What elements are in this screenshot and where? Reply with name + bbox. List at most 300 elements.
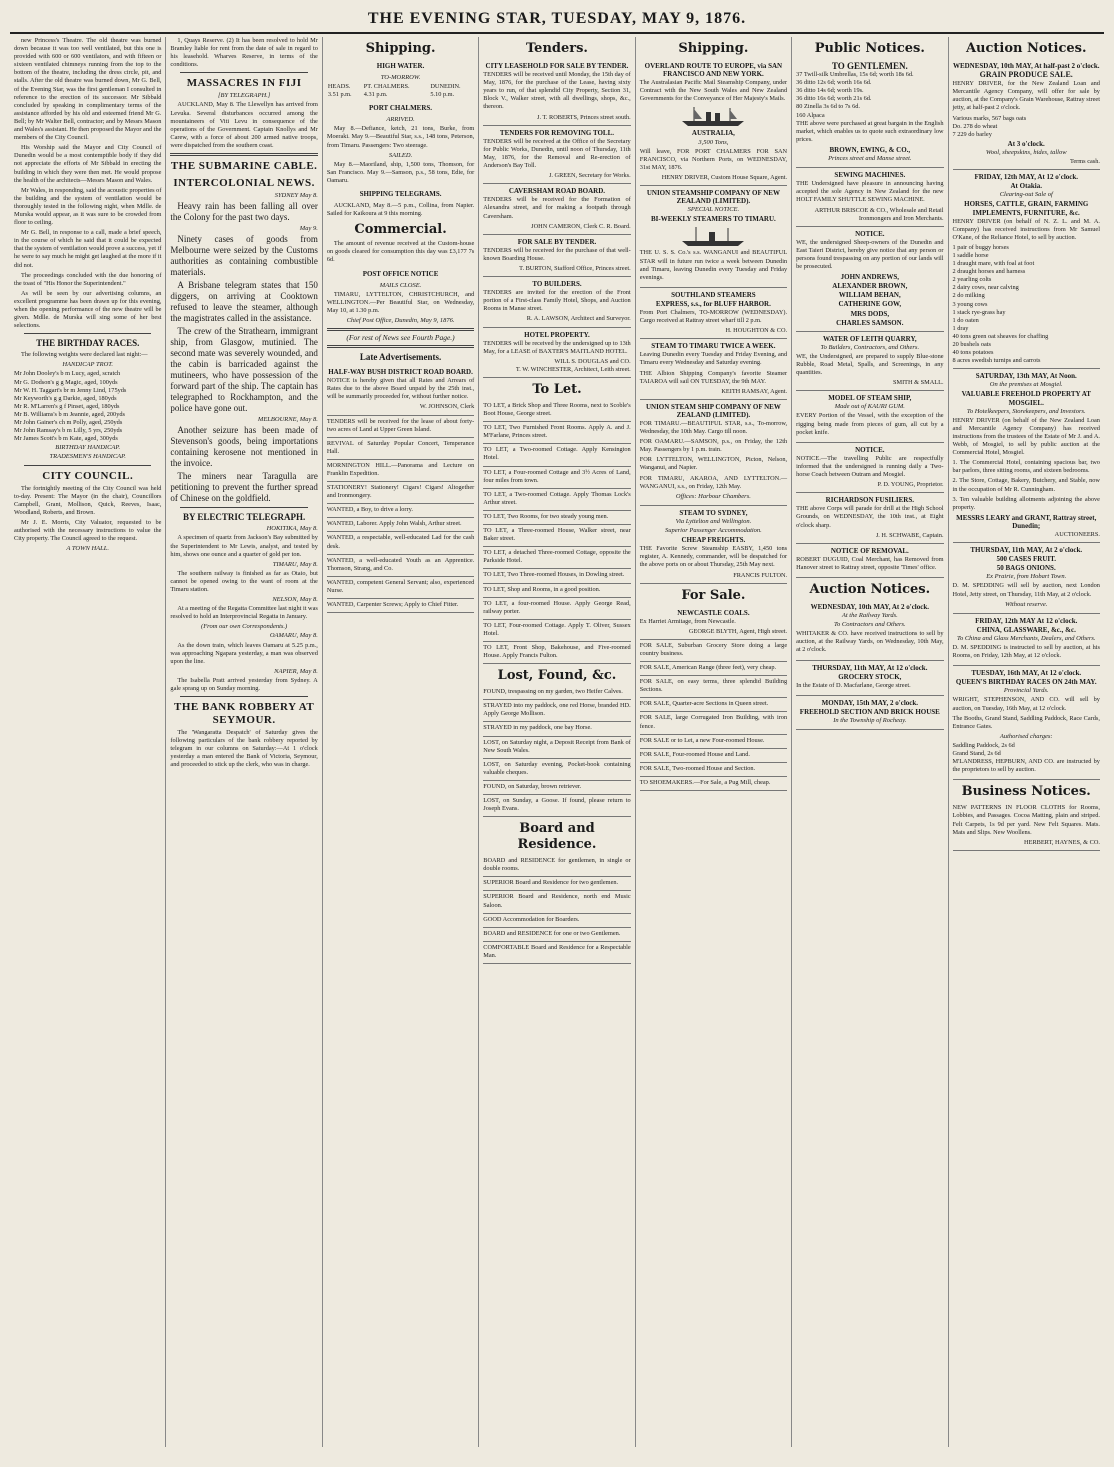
- telegraph-byline: [BY TELEGRAPH.]: [217, 92, 271, 100]
- ad-heading: QUEEN'S BIRTHDAY RACES ON 24th MAY.: [955, 678, 1097, 687]
- umbrella-item: 36 ditto 12s 6d; worth 16s 6d.: [796, 79, 872, 87]
- advertisement: [796, 544, 943, 578]
- ad-text: WHITAKER & CO. have received instructions to sell by auction, at the Railway Yards, on Wednesday, 10th May, at 2 o'clock.: [796, 630, 944, 654]
- column-4: [479, 37, 635, 1447]
- charge-item: Saddling Paddock, 2s 6d: [952, 741, 1015, 749]
- ad-subheading: SPECIAL NOTICE.: [687, 206, 740, 214]
- lot-item: 2 dairy cows, near calving: [952, 284, 1019, 292]
- lot-item: 3 young cows: [952, 300, 988, 308]
- ad-signature: GEORGE BLYTH, Agent, High street.: [688, 627, 788, 635]
- lot-item: 1. The Commercial Hotel, containing spacious bar, two bar parlors, three sitting rooms, and sixteen bedrooms.: [952, 459, 1100, 475]
- commercial-text: The amount of revenue received at the Custom-house on goods cleared for consumption this day was £3,177 7s 6d.: [326, 240, 475, 264]
- small-ad: FOUND, trespassing on my garden, two Heifer Calves.: [483, 686, 630, 700]
- ship-tonnage: 3,500 Tons,: [698, 138, 729, 146]
- small-ad: LOST, on Saturday evening, Pocket-book containing valuable cheques.: [483, 759, 630, 781]
- masthead-title: THE EVENING STAR, TUESDAY, MAY 9, 1876.: [367, 10, 747, 27]
- ad-text: TENDERS will be received for the purchase of that well-known Boarding House.: [483, 246, 631, 262]
- ad-location: Provincial Yards.: [1003, 687, 1049, 695]
- ad-text: In the Estate of D. Macfarlane, George street.: [796, 681, 911, 689]
- ad-heading: OVERLAND ROUTE TO EUROPE, via SAN FRANCISCO AND NEW YORK.: [644, 62, 783, 79]
- ad-text: D. M. SPEDDING will sell by auction, next London Hotel, Jetty street, on Thursday, 11th May, at 2 o'clock.: [952, 582, 1100, 598]
- ad-time: At 3 o'clock.: [1007, 139, 1045, 148]
- small-ad: SUPERIOR Board and Residence for two gentlemen.: [483, 877, 630, 891]
- tide-table: [327, 83, 474, 99]
- article-paragraph: At a meeting of the Regatta Committee last night it was resolved to hold an Interprovincial Regatta in January.: [170, 605, 318, 621]
- small-ad: LOST, on Sunday, a Goose. If found, please return to Joseph Evans.: [483, 795, 630, 817]
- ad-note: Without reserve.: [1005, 600, 1048, 608]
- tide-time: 3.51 p.m.: [327, 91, 352, 99]
- small-ad: FOR SALE, Two-roomed House and Section.: [640, 763, 787, 777]
- ad-signature: SMITH & SMALL.: [892, 379, 944, 387]
- lot-item: 2 do milking: [952, 292, 985, 300]
- advertisement: [796, 391, 943, 442]
- mails-close-label: MAILS CLOSE.: [379, 281, 422, 289]
- small-ad: TO LET, a Two-roomed Cottage. Apply Kensington Hotel.: [483, 444, 630, 466]
- section-tenders: Tenders.: [525, 41, 588, 56]
- ad-text: From Port Chalmers, TO-MORROW (WEDNESDAY). Cargo received at Rattray street wharf till 2 p.m.: [639, 308, 788, 325]
- umbrella-item: 36 ditto 14s 6d; worth 19s.: [796, 87, 864, 95]
- ad-heading: NOTICE.: [855, 445, 885, 454]
- ad-subheading: To China and Glass Merchants, Dealers, and Others.: [956, 634, 1096, 642]
- ad-text: NOTICE is hereby given that all Rates and Arrears of Rates due to the above Board unpaid by the 25th inst., will be summarily proceeded for, without further notice.: [326, 377, 475, 401]
- lot-item: 1 dray: [952, 324, 969, 332]
- newspaper-page: [10, 10, 1104, 1447]
- ad-text: THE above Corps will parade for drill at the High School Grounds, on WEDNESDAY, the 10th inst., at Eight o'clock sharp.: [796, 505, 944, 529]
- ad-heading: STEAM TO SYDNEY,: [679, 508, 748, 517]
- lot-item: 8 acres swedish turnips and carrots: [952, 357, 1041, 365]
- ad-text: THE above were purchased at great bargain in the English market, which enables us to quote such extraordinary low prices.: [796, 119, 944, 143]
- subheading-tradesmens-handicap: TRADESMEN'S HANDICAP.: [49, 453, 126, 461]
- ad-text: THE Albion Shipping Company's favorite Steamer TAIAROA will sail ON TUESDAY, the 9th MAY.: [639, 369, 788, 385]
- small-ad: TENDERS will be received for the lease of about forty-two acres of Land at Upper Green Island.: [327, 416, 474, 438]
- article-paragraph: His Worship said the Mayor and City Council of Dunedin would be a most contemptible body if they did not appreciate the efforts of Mr Sibbald in erecting the building in which they were then met. He would propose the health of the architects—Messrs Mason and Wales.: [14, 144, 162, 184]
- ad-text: Will leave, FOR PORT CHALMERS FOR SAN FRANCISCO, via Northern Ports, on WEDNESDAY, 31st MAY, 1876.: [639, 147, 788, 171]
- advertisement: [640, 186, 787, 288]
- ad-heading: FREEHOLD SECTION AND BRICK HOUSE: [799, 707, 940, 716]
- small-ad: TO LET, Shop and Rooms, in a good position.: [483, 584, 630, 598]
- column-5: [636, 37, 792, 1447]
- ad-heading: TENDERS FOR REMOVING TOLL.: [499, 128, 615, 137]
- article-paragraph: As the down train, which leaves Oamaru at 5.25 p.m., was approaching Ngapara yesterday, a man was observed upon the line.: [170, 641, 318, 665]
- advertisement: [483, 126, 630, 185]
- tide-time: 5.10 p.m.: [430, 91, 455, 99]
- ad-subheading: In the Township of Rocheay.: [833, 717, 907, 724]
- advertisement: [483, 59, 630, 126]
- lot-item: 40 tons green oat sheaves for chaffing: [952, 332, 1049, 340]
- article-theatre-intro: new Princess's Theatre. The old theatre was burned down because it was too well ventilated, but this one is provided with 600 or 600 ventilators, and with fifteen or sixteen ventilated chimneys running from the top to the bottom of the theatre, including the dress circle, pit, and stalls. After the old theatre was burned down, Mr G. Bell, of the Evening Star, was the first gentleman I consulted in reference to the erection of its successor. Mr Sibbald concluded by speaking in complimentary terms of the assistance afforded by his old and esteemed friend Mr G. Bell; by Mr Walter Bell, contractor; and by Messrs Mason and Wales's assistant. He then proposed the Mayor and the members of the City Council.: [14, 37, 162, 142]
- small-ad: SUPERIOR Board and Residence, north end Music Saloon.: [483, 891, 630, 913]
- heading-bank-robbery: THE BANK ROBBERY AT SEYMOUR.: [174, 701, 315, 727]
- divider: [24, 333, 151, 334]
- handicap-entry: Mr John Ramsay's b m Lilly, 5 yrs, 250yds: [14, 427, 123, 435]
- small-ad: BOARD and RESIDENCE for one or two Gentlemen.: [483, 928, 630, 942]
- small-ad: REVIVAL of Saturday Popular Concert, Temperance Hall.: [327, 438, 474, 460]
- section-public-notices: Public Notices.: [814, 41, 925, 56]
- ad-signature: R. A. LAWSON, Architect and Surveyor.: [526, 315, 631, 323]
- ad-heading: NOTICE OF REMOVAL.: [830, 546, 909, 555]
- dateline: NELSON, May 8.: [272, 596, 318, 604]
- ad-date: WEDNESDAY, 10th MAY, At half-past 2 o'clock.: [952, 62, 1100, 70]
- small-ad: GOOD Accommodation for Boarders.: [483, 914, 630, 928]
- ad-heading: NOTICE.: [855, 229, 885, 238]
- ad-heading: UNION STEAMSHIP COMPANY OF NEW ZEALAND (LIMITED).: [646, 189, 780, 206]
- ad-office: Offices: Harbour Chambers.: [675, 492, 751, 500]
- handicap-entry: Mr W. H. Taggart's br m Jenny Lind, 175yds: [14, 386, 127, 394]
- ad-signature: ARTHUR BRISCOE & CO., Wholesale and Retail Ironmongers and Iron Merchants.: [814, 206, 944, 222]
- lot-item: 40 tons potatoes: [952, 349, 994, 357]
- small-ad: FOR SALE, on easy terms, three splendid Building Sections.: [640, 676, 787, 698]
- advertisement: [640, 506, 787, 584]
- ad-heading: UNION STEAM SHIP COMPANY OF NEW ZEALAND (LIMITED).: [645, 402, 781, 419]
- divider: [327, 345, 474, 348]
- advertisement: [953, 543, 1100, 614]
- ad-date: MONDAY, 15th MAY, 2 o'clock.: [821, 698, 919, 707]
- ad-heading: CAVERSHAM ROAD BOARD.: [508, 187, 606, 196]
- ad-signature: BROWN, EWING, & CO.,: [829, 145, 911, 154]
- port-chalmers-label: PORT CHALMERS.: [369, 104, 433, 113]
- ad-heading: HORSES, CATTLE, GRAIN, FARMING IMPLEMENTS, FURNITURE, &c.: [964, 200, 1089, 217]
- ad-signature: MESSRS LEARY and GRANT, Rattray street, Dunedin;: [956, 513, 1097, 530]
- article-paragraph: AUCKLAND, May 8. The Llewellyn has arrived from Levuka. Several disturbances occurred among the mountaineers of Viti Levu in consequence of the operations of the Government. Captain Knollys and Mr Carew, with a force of about 200 armed native troops, were dispatched from the southern coast.: [170, 101, 318, 149]
- small-ad: LOST, on Saturday night, a Deposit Receipt from Bank of New South Wales.: [483, 737, 630, 759]
- article-paragraph: Mr G. Bell, in response to a call, made a brief speech, in the course of which he said that it could be expected that the system of ventilation would prove a success, yet if he were to say much he might get laughed at the more if it did not.: [14, 229, 162, 269]
- ad-heading: MODEL OF STEAM SHIP,: [828, 394, 912, 403]
- small-ad: MORNINGTON HILL.—Panorama and Lecture on Franklin Expedition.: [327, 460, 474, 482]
- ad-signature: AUCTIONEERS.: [1054, 530, 1100, 538]
- ad-signature: WILL S. DOUGLAS and CO.: [554, 357, 631, 365]
- umbrella-item: 160 Alpaca: [796, 111, 825, 119]
- section-shipping: Shipping.: [365, 41, 436, 56]
- ad-text: THE Favorite Screw Steamship EASBY, 1,450 tons register, A. Kennedy, commander, will be despatched for the above ports on or about Thursday, 25th May next.: [639, 545, 788, 569]
- section-auction-notices: Auction Notices.: [809, 581, 931, 597]
- divider: [24, 465, 151, 466]
- ad-date: THURSDAY, 11th MAY, At 2 o'clock.: [970, 546, 1083, 555]
- ad-heading: GRAIN PRODUCE SALE.: [979, 70, 1073, 80]
- advertisement: [953, 614, 1100, 666]
- article-paragraph: The Isabella Pratt arrived yesterday from Sydney. A gale sprang up on Sunday morning.: [170, 676, 318, 692]
- ad-signature: JOHN CAMERON, Clerk C. R. Board.: [531, 222, 631, 230]
- high-water-label: HIGH WATER.: [376, 62, 425, 70]
- article-paragraph: The 'Wangaratta Despatch' of Saturday gives the following particulars of the bank robbery reported by telegram in our columns on Saturday:—At 1 o'clock yesterday a man entered the Bank of Victoria, Seymour, and proceeded to stick up the clerk, who was in charge.: [170, 729, 318, 769]
- ad-heading: GROCERY STOCK,: [838, 672, 902, 681]
- heading-massacres-fiji: MASSACRES IN FIJI: [186, 77, 302, 90]
- handicap-entry: Mr B. Williams's b m Jeannie, aged, 200yds: [14, 410, 125, 418]
- advertisement: [483, 235, 630, 277]
- section-for-sale: For Sale.: [681, 587, 746, 603]
- small-ad: STATIONERY! Stationery! Cigars! Cigars! Altogether and Ironmongery.: [327, 482, 474, 504]
- subheading-handicap-trot: HANDICAP TROT.: [62, 361, 114, 369]
- advertisement: [796, 168, 943, 227]
- advertisement: [327, 365, 474, 415]
- section-auction-notices: Auction Notices.: [965, 41, 1087, 56]
- small-ad: TO LET, Front Shop, Bakehouse, and Five-roomed House. Apply Francis Fulton.: [483, 642, 630, 664]
- ad-text: Leaving Dunedin every Tuesday and Friday Evening, and Timaru every Wednesday and Saturday evening.: [639, 351, 788, 367]
- divider: [170, 153, 317, 156]
- advertisement: [796, 59, 943, 168]
- continued-notice: (For rest of News see Fourth Page.): [346, 332, 455, 342]
- section-to-let: To Let.: [532, 382, 582, 397]
- ad-subheading: Made out of KAURI GUM.: [834, 403, 905, 411]
- post-office-signature: Chief Post Office, Dunedin, May 9, 1876.: [346, 316, 455, 324]
- ad-text: WE, the undersigned Sheep-owners of the Dunedin and East Taieri District, hereby give notice that any person or persons found trespassing on any portion of our lands will be prosecuted.: [796, 238, 944, 271]
- produce-item: Various marks, 567 bags oats: [952, 114, 1027, 122]
- column-3: [323, 37, 479, 1447]
- ad-text: The Australasian Pacific Mail Steamship Company, under Contract with the New South Wales and New Zealand Governments for the Conveyance of Her Majesty's Mails.: [639, 79, 788, 103]
- advertisement: [640, 339, 787, 400]
- section-shipping: Shipping.: [678, 41, 749, 56]
- ad-text: ROBERT DUGUID, Coal Merchant, has Removed from Hanover street to Rattray street, opposite 'Times' office.: [796, 555, 944, 571]
- small-ad: WANTED, a well-educated Youth as an Apprentice. Thomson, Strang, and Co.: [327, 555, 474, 577]
- shipping-arrived: May 8.—Defiance, ketch, 21 tons, Burke, from Moeraki. May 9.—Beautiful Star, s.s., 148 tons, Peterson, from Timaru. Passengers: Two steerage.: [326, 125, 475, 149]
- section-lost-found: Lost, Found, &c.: [497, 668, 617, 684]
- produce-item: Do. 278 do wheat: [952, 122, 998, 130]
- ad-heading: TO BUILDERS.: [532, 280, 582, 289]
- section-business-notices: Business Notices.: [961, 784, 1091, 800]
- dateline: TIMARU, May 8.: [272, 560, 318, 568]
- ad-text: FOR OAMARU.—SAMSON, p.s., on Friday, the 12th May. Passengers by 1 p.m. train.: [639, 438, 788, 454]
- advertisement: [483, 184, 630, 234]
- ad-text: FOR TIMARU.—BEAUTIFUL STAR, s.s., To-morrow, Wednesday, the 10th May. Cargo till noon.: [639, 420, 788, 436]
- ad-signature: HERBERT, HAYNES, & CO.: [1024, 838, 1100, 846]
- divider: [327, 328, 474, 331]
- handicap-entry: Mr Keyworth's g g Darkie, aged, 180yds: [14, 394, 117, 402]
- ad-subheading: Clearing-out Sale of: [999, 191, 1053, 199]
- small-ad: TO LET, Four-roomed Cottage. Apply T. Oliver, Sussex Hotel.: [483, 620, 630, 642]
- notice-name: ALEXANDER BROWN,: [832, 282, 908, 291]
- article-paragraph: Mr Wales, in responding, said the acoustic properties of the building and the system of ventilation would be thoroughly tested in the following night, when Mdlle. de Murska would appear, as it was sure to be crowded from floor to ceiling.: [14, 186, 162, 227]
- small-ad: FOUND, on Saturday, brown retriever.: [483, 781, 630, 795]
- advertisement: [796, 493, 943, 543]
- ad-heading: 500 CASES FRUIT.: [996, 555, 1057, 564]
- ad-heading: HALF-WAY BUSH DISTRICT ROAD BOARD.: [328, 368, 473, 377]
- columns: [10, 37, 1104, 1447]
- tide-place: DUNEDIN.: [430, 83, 461, 91]
- ad-signature: KEITH RAMSAY, Agent.: [721, 387, 788, 395]
- heading-electric-telegraph: BY ELECTRIC TELEGRAPH.: [182, 512, 306, 523]
- divider: [180, 696, 307, 697]
- small-ad: TO LET, Two Furnished Front Rooms. Apply A. and J. M'Farlane, Princes street.: [483, 422, 630, 444]
- ad-text: The Booths, Grand Stand, Saddling Paddock, Race Cards, Entrance Gates.: [952, 714, 1100, 730]
- ad-signature: H. HOUGHTON & CO.: [725, 327, 788, 335]
- article-paragraph-large: A Brisbane telegram states that 150 diggers, on arriving at Cooktown refused to leave the steamer, although the magistrates called in the assistance.: [170, 280, 318, 324]
- ad-signature: J. H. SCHWABE, Captain.: [875, 531, 944, 539]
- handicap-entry: Mr James Scott's b m Kate, aged, 300yds: [14, 435, 118, 443]
- races-intro: The following weights were declared last night:—: [21, 351, 148, 359]
- small-ad: WANTED, a Boy, to drive a lorry.: [327, 504, 474, 518]
- tide-place: HEADS.: [327, 83, 351, 91]
- post-office-text: TIMARU, LYTTELTON, CHRISTCHURCH, and WELLINGTON.—Per Beautiful Star, on Wednesday, May 10, at 1.30 p.m.: [326, 290, 475, 314]
- heading-birthday-races: THE BIRTHDAY RACES.: [36, 338, 140, 349]
- small-ad: STRAYED into my paddock, one red Horse, branded HD. Apply George Mollison.: [483, 700, 630, 722]
- small-ad: WANTED, Carpenter Screws; Apply to Chief Fitter.: [327, 599, 474, 613]
- ad-text: TENDERS are invited for the erection of the Front portion of a First-class Family Hotel, Shops, and Auction Rooms in Manse street.: [483, 289, 631, 313]
- advertisement: [796, 696, 943, 730]
- advertisement: [483, 277, 630, 327]
- column-1: [10, 37, 166, 1447]
- heading-submarine-cable: THE SUBMARINE CABLE.: [170, 160, 318, 173]
- lot-item: 20 bushels oats: [952, 341, 992, 348]
- ad-heading: VALUABLE FREEHOLD PROPERTY AT MOSGIEL.: [961, 390, 1091, 407]
- advertisement: [953, 59, 1100, 170]
- ad-date: THURSDAY, 11th MAY, At 12 o'clock.: [812, 663, 928, 672]
- section-board-residence: Board and Residence.: [517, 821, 597, 853]
- ad-heading: TO GENTLEMEN.: [831, 61, 908, 71]
- ad-terms: Terms cash.: [1069, 158, 1100, 166]
- article-paragraph: The fortnightly meeting of the City Council was held to-day. Present: The Mayor (in the chair), Councillors Campbell, Grant, Mollison, Quick, Reeves, Isaac, Woodland, Roberts, and Brown.: [14, 484, 162, 516]
- subheading-town-hall: A TOWN HALL.: [66, 545, 109, 553]
- divider: [180, 507, 307, 508]
- divider: [180, 72, 307, 73]
- ad-subheading: Wool, sheepskins, hides, tallow: [985, 148, 1067, 156]
- small-ad: WANTED, competent General Servant; also, experienced Nurse.: [327, 577, 474, 599]
- section-commercial: Commercial.: [354, 222, 447, 238]
- steamship-illustration: [678, 105, 748, 127]
- advertisement: [640, 400, 787, 506]
- lot-item: 2 yearling colts: [952, 276, 992, 284]
- ad-heading: SOUTHLAND STEAMERS: [671, 290, 756, 299]
- article-paragraph-large: The miners near Taragulla are petitioning to prevent the further spread of Chinese on the goldfield.: [170, 471, 318, 504]
- lot-item: 2. The Store, Cottage, Bakery, Butchery, and Stable, now in the occupation of Mr R. Cunningham.: [952, 477, 1100, 493]
- ad-signature: HENRY DRIVER, Custom House Square, Agent.: [661, 173, 788, 181]
- masthead: [10, 10, 1104, 34]
- ad-text: NEW PATTERNS IN FLOOR CLOTHS for Rooms, Lobbies, and Passages. Cocoa Matting, plain and striped. Felt Carpets, 1s 9d per yard. New Felt Squares. Mats. Mats and Slips. New Woollens.: [952, 804, 1100, 836]
- small-ad: FOR SALE, Quarter-acre Sections in Queen street.: [640, 698, 787, 712]
- ad-date: TUESDAY, 16th MAY, At 12 o'clock.: [971, 669, 1082, 678]
- lot-item: 1 do oaten: [952, 316, 979, 324]
- article-paragraph-large: The crew of the Strathearn, immigrant ship, from Glasgow, mutinied. The second mate was severely wounded, and the cabin is barricaded against the mutineers, who have possession of the forward part of the ship. The captain has telegraphed to Rockhampton, and the police have gone out.: [170, 326, 318, 414]
- small-ad: FOR SALE or to Let, a new Four-roomed House.: [640, 735, 787, 749]
- article-paragraph-large: Another seizure has been made of Stevenson's goods, being importations containing kerosene not mentioned in the invoice.: [170, 425, 318, 469]
- ad-subheading: To Contractors and Others.: [834, 621, 906, 629]
- ad-heading: 50 BAGS ONIONS.: [996, 564, 1056, 573]
- dateline: MELBOURNE, May 8.: [257, 416, 318, 424]
- advertisement: [796, 227, 943, 332]
- lot-item: 2 draught horses and harness: [952, 268, 1026, 276]
- ad-heading: FOR SALE BY TENDER.: [517, 237, 597, 246]
- small-ad: TO LET, Two Rooms, for two steady young men.: [483, 511, 630, 525]
- ad-text: FOR LYTTELTON, WELLINGTON, Picton, Nelson, Wanganui, and Napier.: [639, 456, 788, 472]
- small-ad: TO LET, a Two-roomed Cottage. Apply Thomas Lock's Arthur street.: [483, 489, 630, 511]
- ad-text: TENDERS will be received for the Formation of Alexandra street, and for making a footpath through Caversham.: [483, 196, 631, 220]
- advertisement: [640, 288, 787, 339]
- dateline: May 9.: [299, 225, 318, 233]
- ad-date: SATURDAY, 13th MAY, At Noon.: [975, 372, 1077, 381]
- ad-subheading: Via Lyttelton and Wellington.: [675, 517, 752, 525]
- ad-text: Ex Harriet Armitage, from Newcastle.: [639, 617, 736, 625]
- ad-text: THE Undersigned have pleasure in announcing having accepted the sole Agency in New Zealand for the new HOLT FAMILY SHUTTLE SEWING MACHINE.: [796, 180, 944, 204]
- ad-signature: J. T. ROBERTS, Princes street south.: [537, 113, 631, 121]
- lot-item: 1 draught mare, with foal at foot: [952, 260, 1035, 268]
- post-office-notice-heading: POST OFFICE NOTICE: [362, 269, 439, 278]
- small-ad: FOR SALE, large Corrugated Iron Building, with iron fence.: [640, 712, 787, 734]
- ad-text: TENDERS will be received until Monday, the 15th day of May, 1876, for the purchase of the Lease, having sixty years to run, of that splendid City Property, Section 31, Block V., Walker street, with all dwellings, shops, &c., thereon.: [483, 71, 631, 111]
- tomorrow-label: TO-MORROW.: [380, 74, 421, 81]
- ad-heading: NEWCASTLE COALS.: [677, 608, 750, 617]
- ad-heading: SEWING MACHINES.: [834, 171, 906, 180]
- handicap-entry: Mr John Gainer's ch m Polly, aged, 250yds: [14, 419, 123, 427]
- dateline: SYDNEY May 8.: [274, 192, 318, 200]
- ad-subheading: To Hotelkeepers, Storekeepers, and Investors.: [966, 407, 1086, 415]
- dateline: OAMARU, May 8.: [269, 632, 318, 640]
- ad-location: On the premises at Mosgiel.: [989, 381, 1063, 389]
- small-ad: FOR SALE, Four-roomed House and Land.: [640, 749, 787, 763]
- shipping-telegrams-label: SHIPPING TELEGRAMS.: [359, 190, 442, 199]
- article-paragraph: As will be seen by our advertising columns, an excellent programme has been drawn up for this evening, when the opening performance of the new theatre will be given. Mdlle. de Murska will sing some of her best selections.: [14, 289, 162, 330]
- dateline: NAPIER, May 8.: [274, 667, 318, 675]
- article-paragraph-large: Heavy rain has been falling all over the Colony for the past two days.: [170, 201, 318, 223]
- advertisement: [953, 666, 1100, 780]
- article-paragraph: Mr J. E. Morris, City Valuator, requested to be authorised with the necessary instructions to value the City property. The Council agreed to the request.: [14, 518, 162, 543]
- ad-heading: CHINA, GLASSWARE, &c., &c.: [976, 625, 1076, 634]
- advertisement: [953, 170, 1100, 369]
- notice-name: JOHN ANDREWS,: [840, 273, 899, 282]
- ad-signature: FRANCIS FULTON.: [733, 571, 788, 579]
- advertisement: [796, 443, 943, 493]
- column-6: [792, 37, 948, 1447]
- correspondents-byline: (From our own Correspondents.): [201, 623, 288, 631]
- handicap-entry: Mr R. M'Larren's g f Pinset, aged, 180yds: [14, 402, 120, 410]
- ad-subheading: Ex Prairie, from Hobart Town.: [986, 573, 1067, 581]
- umbrella-item: 36 ditto 16s 6d; worth 21s 6d.: [796, 95, 872, 103]
- shipping-telegram: AUCKLAND, May 8.—5 p.m., Collina, from Napier. Sailed for Kaikoura at 9 this morning.: [326, 202, 475, 218]
- ad-heading: STEAM TO TIMARU TWICE A WEEK.: [651, 342, 776, 351]
- lot-item: 1 saddle horse: [952, 251, 989, 259]
- advertisement: [796, 661, 943, 696]
- advertisement: [640, 606, 787, 640]
- ad-subheading: EXPRESS, s.s., for BLUFF HARBOR.: [655, 299, 771, 308]
- lot-item: 3. Ten valuable building allotments adjoining the above property.: [952, 495, 1100, 511]
- ad-subheading: To Builders, Contractors, and Others.: [820, 343, 920, 351]
- article-paragraph: 1, Quays Reserve. (2) It has been resolved to hold Mr Bramley liable for rent from the date of sale in regard to his leasehold. Wharves Reserve, in terms of the conditions.: [170, 37, 318, 69]
- heading-intercolonial-news: INTERCOLONIAL NEWS.: [173, 177, 315, 190]
- notice-name: MRS DODS,: [850, 309, 890, 318]
- charge-item: Grand Stand, 2s 6d: [952, 750, 1001, 758]
- small-ad: TO LET, a Three-roomed House, Walker street, near Baker street.: [483, 525, 630, 547]
- subheading-birthday-handicap: BIRTHDAY HANDICAP.: [55, 444, 121, 452]
- small-ad: FOR SALE, American Range (three feet), very cheap.: [640, 662, 787, 676]
- ad-signature: T. BURTON, Stafford Office, Princes street.: [519, 264, 631, 272]
- ad-text: WE, the Undersigned, are prepared to supply Blue-stone Rubble, Road Metal, Spalls, and Screenings, in any quantities.: [796, 352, 944, 377]
- column-7: [949, 37, 1104, 1447]
- tide-place: PT. CHALMERS.: [363, 83, 410, 91]
- lot-item: 1 pair of buggy horses: [952, 243, 1009, 251]
- article-paragraph: The southern railway is finished as far as Otaio, but cannot be opened owing to the want of room at the Timaru station.: [170, 569, 318, 593]
- small-ad: TO LET, a four-roomed House. Apply George Read, railway porter.: [483, 598, 630, 620]
- small-ad: BOARD and RESIDENCE for gentlemen, in single or double rooms.: [483, 855, 630, 877]
- ad-text: HENRY DRIVER (on behalf of the New Zealand Loan and Mercantile Agency Company) has received instructions from the trustees of the Estate of Mr J. and A. Webb, of Mosgiel, to sell by public auction at the Commercial Hotel, Mosgiel.: [952, 416, 1100, 457]
- small-ad: TO LET, a detached Three-roomed Cottage, opposite the Parkside Hotel.: [483, 547, 630, 569]
- produce-item: 7 229 do barley: [952, 130, 992, 138]
- article-paragraph: A specimen of quartz from Jackson's Bay submitted by the Superintendent to Mr Lewis, analyst, and tested by him, shows one ounce and a quarter of gold per ton.: [170, 534, 318, 558]
- advertisement: [796, 600, 943, 661]
- advertisement: [953, 802, 1100, 850]
- dateline: HOKITIKA, May 8.: [266, 525, 318, 533]
- ad-signature: P. D. YOUNG, Proprietor.: [877, 481, 944, 489]
- ad-text: D. M. SPEDDING is instructed to sell by auction, at his Rooms, on Friday, 12th May, at 12 o'clock.: [952, 644, 1100, 660]
- lot-item: 1 stack rye-grass hay: [952, 308, 1006, 316]
- small-ad: COMFORTABLE Board and Residence for a Respectable Man.: [483, 942, 630, 964]
- ad-text: NOTICE.—The travelling Public are respectfully informed that the undersigned is running daily a Two-horse Coach between Outram and Mosgiel.: [796, 454, 944, 479]
- advertisement: [640, 59, 787, 186]
- ad-text: EVERY Portion of the Vessel, with the exception of the rigging being made from pieces of gum, all cut by a pocket knife.: [796, 412, 944, 436]
- ad-address: Princes street and Manse street.: [828, 155, 912, 163]
- ad-text: HENRY DRIVER, for the New Zealand Loan and Mercantile Agency Company, will offer for sale by auction, at the Company's Grain Warehouse, Rattray street jetty, at half-past 2 o'clock.: [952, 80, 1100, 112]
- small-ad: TO LET, Two Three-roomed Houses, in Dowling street.: [483, 569, 630, 583]
- advertisement: [483, 328, 630, 378]
- small-ad: TO LET, a Brick Shop and Three Rooms, next to Scoble's Boot House, George street.: [483, 400, 630, 422]
- ad-date: FRIDAY, 12th MAY At 12 o'clock.: [975, 616, 1078, 625]
- column-2: [166, 37, 322, 1447]
